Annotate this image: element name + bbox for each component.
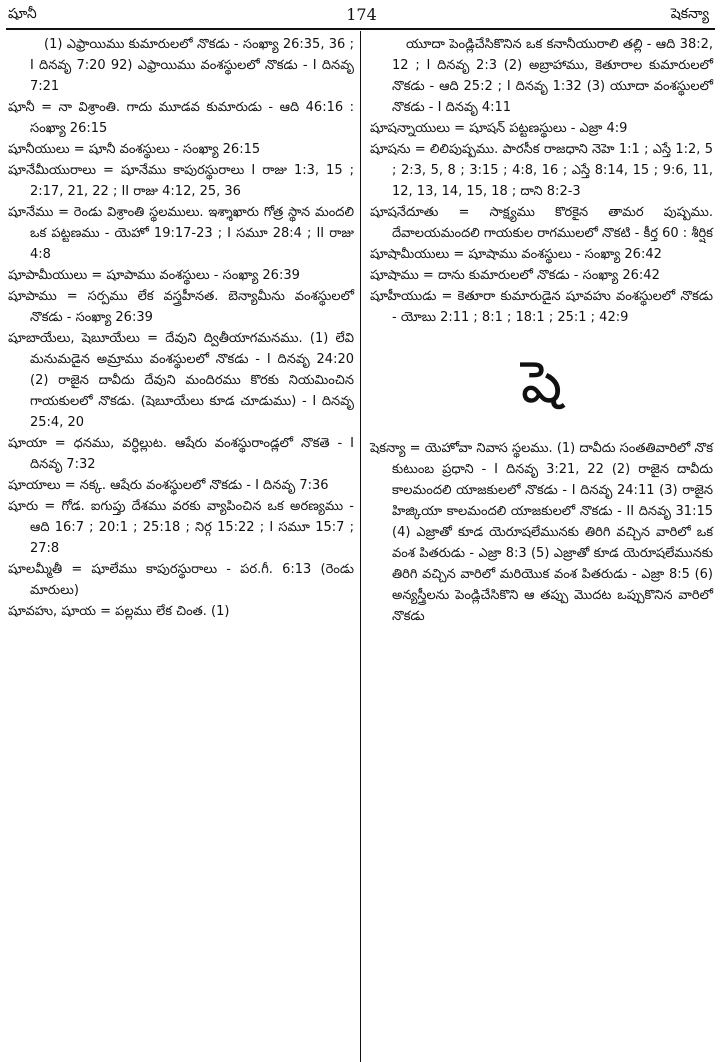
entry: షూషామీయులు = షూషాము వంశస్థులు - సంఖ్యా 26:42	[370, 247, 662, 262]
entry: షూనీయులు = షూనీ వంశస్థులు - సంఖ్యా 26:15	[8, 142, 261, 157]
entry: షూనీ = నా విశ్రాంతి. గాదు మూడవ కుమారుడు - ఆది 46:16 : సంఖ్యా 26:15	[8, 100, 354, 136]
entry: (1) ఎఫ్రాయిము కుమారులలో నొకడు - సంఖ్యా 26:35, 36 ; I దినవృ 7:20 92) ఎఫ్రాయిము వంశస్థులలో నొకడు - I దినవృ 7:21	[30, 37, 354, 94]
entry: షూపామీయులు = షూపాము వంశస్థులు - సంఖ్యా 26:39	[8, 268, 300, 283]
header-right-guide-word: షెకన్యా	[670, 6, 709, 22]
entry: షూబాయేలు, షెబూయేలు = దేవుని ద్వితీయాగమనము. (1) లేవి మనుమడైన అమ్రాము వంశస్థులలో నొకడు - I దినవృ 24:20 (2) రాజైన దావీదు దేవుని మందిరము కొరకు నియమించిన గాయకులలో నొకడు. (షెబూయేలు కూడ చూడుము) - I దినవృ 25:4, 20	[8, 331, 354, 430]
entry: షూపాము = సర్పము లేక వస్త్రహీనత. బెన్యామీను వంశస్థులలో నొకడు - సంఖ్యా 26:39	[8, 289, 354, 325]
page-header	[0, 0, 723, 34]
entry: షూషను = లిలిపుష్పము. పారసీక రాజధాని నెహె 1:1 ; ఎస్తే 1:2, 5 ; 2:3, 5, 8 ; 3:15 ; 4:8, 16 ; ఎస్తే 8:14, 15 ; 9:6, 11, 12, 13, 14, 15, 18 ; దాని 8:2-3	[370, 142, 713, 199]
section-letter-heading: షె	[520, 348, 563, 416]
entry: షూషనేదూతు = సాక్ష్యము కొరకైన తామర పుష్పము. దేవాలయమందలి గాయకుల రాగములలో నొకటి - కీర్త 60 : శీర్షిక	[370, 205, 713, 241]
entry: యూదా పెండ్లిచేసికొనిన ఒక కనానీయురాలి తల్లి - ఆది 38:2, 12 ; I దినవృ 2:3 (2) అబ్రాహాము, కెతూరాల కుమారులలో నొకడు - ఆది 25:2 ; I దినవృ 1:32 (3) యూదా వంశస్థులలో నొకడు - I దినవృ 4:11	[392, 37, 713, 115]
entry: షూషాము = దాను కుమారులలో నొకడు - సంఖ్యా 26:42	[370, 268, 660, 283]
header-rule	[6, 28, 715, 30]
entry: షెకన్యా = యెహోవా నివాస స్థలము. (1) దావీదు సంతతివారిలో నొక కుటుంబ ప్రధాని - I దినవృ 3:21, 22 (2) రాజైన దావీదు కాలమందలి యాజకులలో నొకడు - I దినవృ 24:11 (3) రాజైన హిజ్కియా కాలమందలి యాజకులలో నొకడు - II దినవృ 31:15 (4) ఎజ్రాతో కూడ యెరూషలేమునకు తిరిగి వచ్చిన వారిలో ఒక వంశ పితరుడు - ఎజ్రా 8:3 (5) ఎజ్రాతో కూడ యెరూషలేమునకు తిరిగి వచ్చిన వారిలో మరియొక వంశ పితరుడు - ఎజ్రా 8:5 (6) అన్యస్త్రీలను పెండ్లిచేసికొని ఆ తప్పు మొదట ఒప్పుకొనిన వారిలో నొకడు	[370, 441, 713, 624]
entry: షూవహు, షూయ = పల్లము లేక చింత. (1)	[8, 604, 230, 619]
right-column	[370, 34, 713, 627]
entry: షూయాలు = నక్క. ఆషేరు వంశస్థులలో నొకడు - I దినవృ 7:36	[8, 478, 329, 493]
entry: షూషన్నాయులు = షూషన్ పట్టణస్థులు - ఎజ్రా 4:9	[370, 121, 628, 136]
entry: షూహీయుడు = కెతూరా కుమారుడైన షూవహు వంశస్థులలో నొకడు - యోబు 2:11 ; 8:1 ; 18:1 ; 25:1 ; 42:9	[370, 289, 713, 325]
left-column	[8, 34, 354, 622]
header-left-guide-word: షూనీ	[8, 6, 37, 22]
entry: షూయా = ధనము, వర్ధిల్లుట. ఆషేరు వంశస్థురాండ్లలో నొకతె - I దినవృ 7:32	[8, 436, 354, 472]
entry: షూనేము = రెండు విశ్రాంతి స్థలములు. ఇశ్శాఖారు గోత్ర స్థాన మందలి ఒక పట్టణము - యెహో 19:17-23 ; I సమూ 28:4 ; II రాజు 4:8	[8, 205, 354, 262]
entry: షూరు = గోడ. ఐగుప్తు దేశము వరకు వ్యాపించిన ఒక అరణ్యము - ఆది 16:7 ; 20:1 ; 25:18 ; నిర్గ 15:22 ; I సమూ 15:7 ; 27:8	[8, 499, 354, 556]
page-number: 174	[346, 5, 377, 24]
entry: షూలమ్మీతీ = షూలేము కాపురస్థురాలు - పర.గీ. 6:13 (రెండు మారులు)	[8, 562, 354, 598]
entry: షూనేమీయురాలు = షూనేము కాపురస్థురాలు I రాజు 1:3, 15 ; 2:17, 21, 22 ; II రాజు 4:12, 25, 36	[8, 163, 354, 199]
column-divider	[360, 31, 361, 1062]
